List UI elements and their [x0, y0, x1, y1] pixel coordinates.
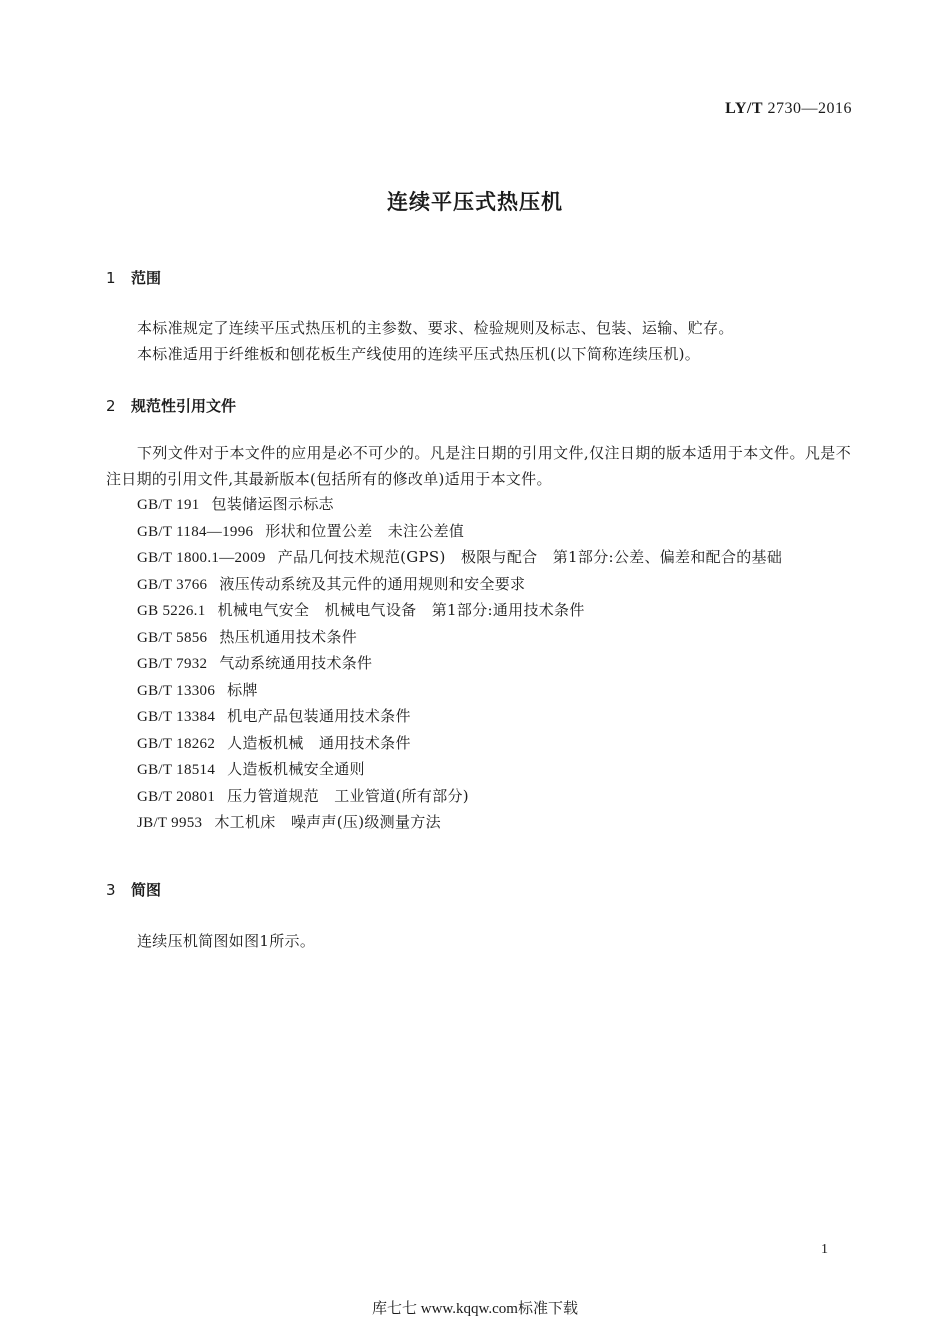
standard-code [725, 100, 852, 118]
reference-title: 机电产品包装通用技术条件 [227, 707, 411, 725]
section-1-heading [106, 267, 161, 288]
reference-item [106, 810, 851, 837]
reference-title: 形状和位置公差 未注公差值 [265, 521, 465, 540]
reference-item [106, 492, 851, 519]
reference-item [106, 598, 851, 625]
reference-code: GB/T 20801 [137, 788, 216, 805]
reference-code: GB/T 1184—1996 [137, 523, 254, 540]
section-3-number: 3 [106, 881, 116, 899]
reference-item [106, 651, 851, 678]
reference-list [106, 492, 851, 837]
reference-code: GB 5226.1 [137, 603, 206, 619]
reference-item [106, 519, 851, 546]
reference-code: GB/T 191 [137, 497, 200, 513]
reference-item [106, 678, 851, 705]
reference-item [106, 704, 851, 731]
reference-item [106, 572, 851, 599]
section-2-number: 2 [106, 397, 116, 415]
standard-code-prefix: LY/T [725, 100, 763, 117]
section-3-title: 简图 [131, 881, 162, 899]
reference-title: 木工机床 噪声声(压)级测量方法 [214, 813, 441, 831]
reference-code: GB/T 7932 [137, 656, 208, 672]
section-3-heading [106, 879, 161, 900]
document-title: 连续平压式热压机 [387, 190, 563, 214]
reference-code: GB/T 13306 [137, 682, 216, 699]
section-3-paragraph-1: 连续压机简图如图1所示。 [137, 932, 316, 950]
reference-item [106, 731, 851, 758]
reference-title: 人造板机械 通用技术条件 [227, 733, 411, 752]
reference-code: GB/T 5856 [137, 629, 208, 646]
reference-item [106, 625, 851, 652]
reference-code: GB/T 13384 [137, 709, 216, 725]
reference-code: GB/T 3766 [137, 576, 208, 593]
reference-item [106, 545, 851, 572]
reference-title: 气动系统通用技术条件 [219, 654, 373, 672]
reference-item [106, 784, 851, 811]
page-number: 1 [821, 1242, 828, 1257]
standard-code-number: 2730—2016 [767, 100, 852, 117]
reference-item [106, 757, 851, 784]
section-2-title: 规范性引用文件 [131, 397, 237, 415]
section-1-paragraph-2: 本标准适用于纤维板和刨花板生产线使用的连续平压式热压机(以下简称连续压机)。 [137, 345, 701, 363]
reference-title: 机械电气安全 机械电气设备 第1部分:通用技术条件 [217, 601, 585, 619]
reference-title: 压力管道规范 工业管道(所有部分) [227, 786, 469, 805]
reference-code: JB/T 9953 [137, 815, 203, 831]
reference-code: GB/T 18262 [137, 735, 216, 752]
reference-code: GB/T 18514 [137, 762, 216, 778]
reference-title: 液压传动系统及其元件的通用规则和安全要求 [219, 574, 526, 593]
section-1-title: 范围 [131, 269, 162, 287]
section-1-number: 1 [106, 269, 116, 287]
footer-watermark: 库七七 www.kqqw.com标准下载 [372, 1301, 578, 1317]
reference-title: 人造板机械安全通则 [227, 760, 365, 778]
reference-title: 包装储运图示标志 [211, 495, 334, 513]
reference-title: 标牌 [227, 680, 258, 699]
reference-title: 产品几何技术规范(GPS) 极限与配合 第1部分:公差、偏差和配合的基础 [277, 548, 783, 566]
reference-code: GB/T 1800.1—2009 [137, 550, 266, 566]
reference-title: 热压机通用技术条件 [219, 627, 358, 646]
section-1-paragraph-1: 本标准规定了连续平压式热压机的主参数、要求、检验规则及标志、包装、运输、贮存。 [137, 319, 734, 337]
section-2-intro: 下列文件对于本文件的应用是必不可少的。凡是注日期的引用文件,仅注日期的版本适用于本文件。凡是不注日期的引用文件,其最新版本(包括所有的修改单)适用于本文件。 [106, 444, 851, 488]
section-2-heading [106, 395, 236, 416]
